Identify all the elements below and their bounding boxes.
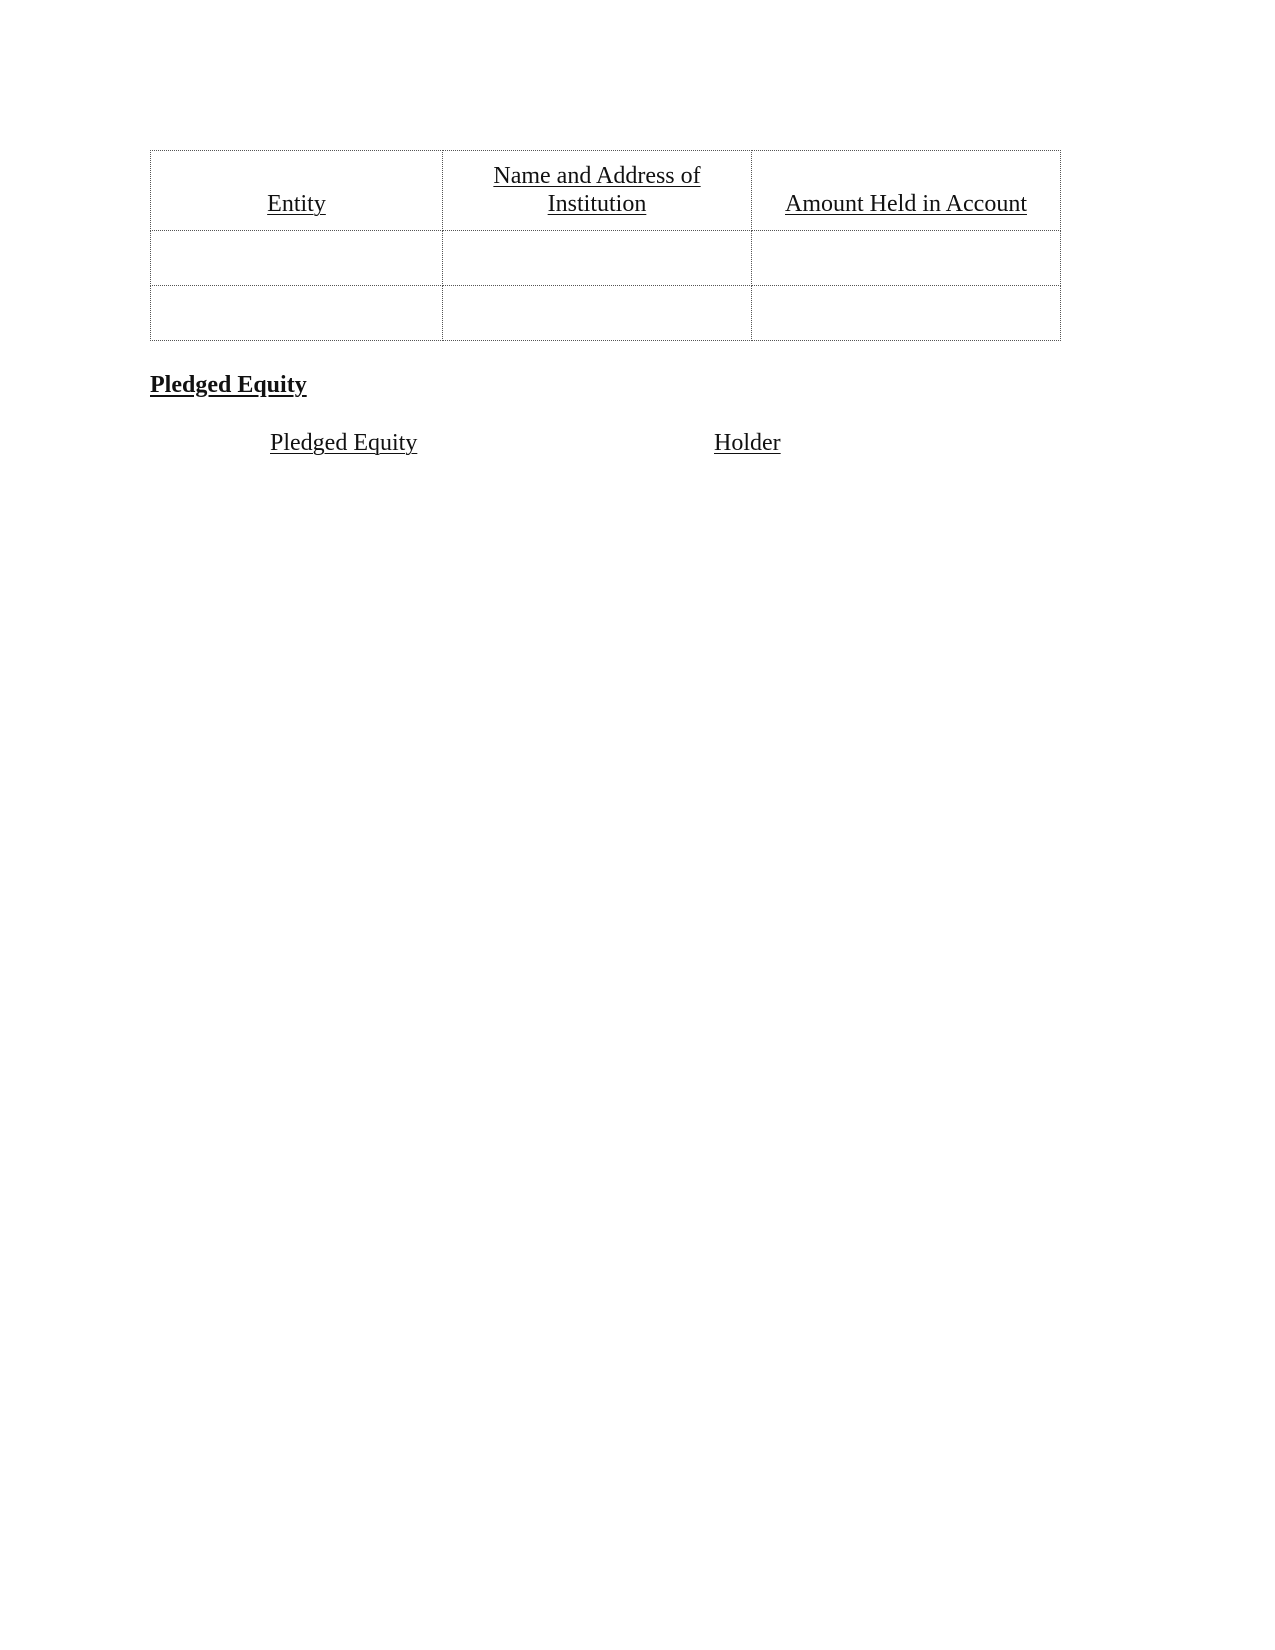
table-cell <box>151 231 443 286</box>
table-row <box>151 231 1061 286</box>
header-institution-label: Name and Address of Institution <box>493 163 701 217</box>
table-cell <box>443 286 752 341</box>
header-entity <box>151 151 443 231</box>
table-cell <box>151 286 443 341</box>
holder-column-label: Holder <box>714 430 781 456</box>
table-cell <box>752 231 1061 286</box>
pledged-equity-column-label: Pledged Equity <box>270 430 418 456</box>
table-cell <box>752 286 1061 341</box>
deposit-accounts-table <box>150 150 1061 341</box>
header-amount <box>752 151 1061 231</box>
header-amount-label: Amount Held in Account <box>785 191 1027 217</box>
table-cell <box>443 231 752 286</box>
pledged-equity-heading: Pledged Equity <box>150 372 307 398</box>
table-header-row <box>151 151 1061 231</box>
table-row <box>151 286 1061 341</box>
header-institution <box>443 151 752 231</box>
header-entity-label: Entity <box>267 191 326 217</box>
